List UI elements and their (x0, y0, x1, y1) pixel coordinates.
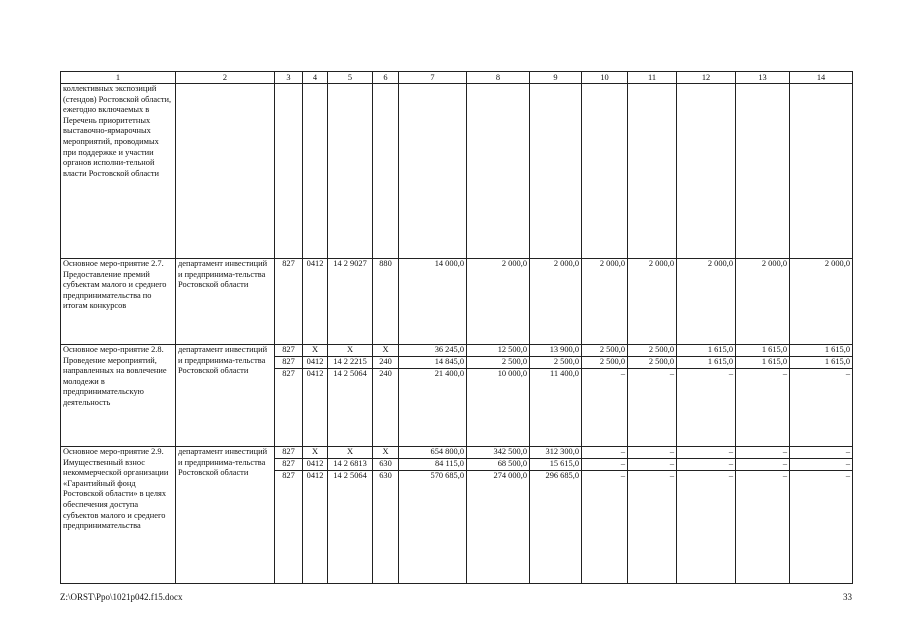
value-cell: 827 (275, 357, 303, 369)
value-cell: 2 000,0 (677, 259, 736, 345)
value-cell: 274 000,0 (467, 471, 530, 584)
table-row (61, 447, 853, 459)
value-cell: Х (328, 447, 373, 459)
value-cell: – (790, 447, 853, 459)
value-cell: 14 2 9027 (328, 259, 373, 345)
value-cell: 2 000,0 (582, 259, 628, 345)
value-cell: 2 000,0 (736, 259, 790, 345)
value-cell: 14 000,0 (399, 259, 467, 345)
value-cell: – (736, 369, 790, 447)
column-header: 7 (399, 72, 467, 84)
activity-name: Основное меро-приятие 2.9. Имущественный взнос некоммерческой организации «Гарантийный фонд Ростовской области» в целях обеспечения доступа субъектов малого и среднего предпринимательства (61, 447, 176, 584)
empty-cell (677, 84, 736, 259)
value-cell: – (582, 447, 628, 459)
table-row (61, 259, 853, 345)
value-cell: – (677, 471, 736, 584)
value-cell: 10 000,0 (467, 369, 530, 447)
value-cell: 14 845,0 (399, 357, 467, 369)
executor-cell: департамент инвестиций и предпринима-тельства Ростовской области (176, 345, 275, 447)
value-cell: Х (373, 345, 399, 357)
value-cell: Х (328, 345, 373, 357)
value-cell: 68 500,0 (467, 459, 530, 471)
value-cell: 1 615,0 (736, 357, 790, 369)
column-header: 10 (582, 72, 628, 84)
activity-name: Основное меро-приятие 2.7. Предоставление премий субъектам малого и среднего предпринимательства по итогам конкурсов (61, 259, 176, 345)
continuation-row (61, 84, 853, 259)
value-cell: 14 2 5064 (328, 369, 373, 447)
value-cell: 0412 (303, 369, 328, 447)
column-header: 14 (790, 72, 853, 84)
continuation-text: коллективных экспозиций (стендов) Ростовской области, ежегодно включаемых в Перечень приоритетных выставочно-ярмарочных мероприятий, проводимых при поддержке и участии органов исполни-тельной власти Ростовской области (61, 84, 176, 259)
empty-cell (176, 84, 275, 259)
empty-cell (736, 84, 790, 259)
value-cell: 654 800,0 (399, 447, 467, 459)
empty-cell (790, 84, 853, 259)
executor-cell: департамент инвестиций и предпринима-тельства Ростовской области (176, 259, 275, 345)
value-cell: 240 (373, 369, 399, 447)
value-cell: – (790, 459, 853, 471)
empty-cell (582, 84, 628, 259)
value-cell: 14 2 6813 (328, 459, 373, 471)
value-cell: 1 615,0 (790, 345, 853, 357)
value-cell: 14 2 5064 (328, 471, 373, 584)
page-number: 33 (843, 592, 852, 602)
header-row (61, 72, 853, 84)
value-cell: – (628, 447, 677, 459)
value-cell: – (677, 369, 736, 447)
value-cell: 2 500,0 (628, 345, 677, 357)
column-header: 1 (61, 72, 176, 84)
value-cell: 2 000,0 (628, 259, 677, 345)
value-cell: Х (373, 447, 399, 459)
column-header: 4 (303, 72, 328, 84)
value-cell: – (677, 459, 736, 471)
value-cell: – (677, 447, 736, 459)
value-cell: 2 500,0 (582, 345, 628, 357)
empty-cell (303, 84, 328, 259)
column-header: 3 (275, 72, 303, 84)
column-header: 2 (176, 72, 275, 84)
value-cell: 570 685,0 (399, 471, 467, 584)
value-cell: 827 (275, 345, 303, 357)
empty-cell (275, 84, 303, 259)
value-cell: 14 2 2215 (328, 357, 373, 369)
value-cell: Х (303, 345, 328, 357)
value-cell: – (582, 369, 628, 447)
value-cell: 312 300,0 (530, 447, 582, 459)
value-cell: 2 000,0 (530, 259, 582, 345)
value-cell: 2 500,0 (530, 357, 582, 369)
activity-name: Основное меро-приятие 2.8. Проведение мероприятий, направленных на вовлечение молодежи в предпринимательскую деятельность (61, 345, 176, 447)
value-cell: 342 500,0 (467, 447, 530, 459)
column-header: 5 (328, 72, 373, 84)
value-cell: – (582, 471, 628, 584)
value-cell: 296 685,0 (530, 471, 582, 584)
empty-cell (328, 84, 373, 259)
footer-file-path: Z:\ORST\Ppo\1021p042.f15.docx (60, 592, 183, 602)
value-cell: 827 (275, 259, 303, 345)
value-cell: 36 245,0 (399, 345, 467, 357)
value-cell: 880 (373, 259, 399, 345)
value-cell: – (628, 459, 677, 471)
empty-cell (373, 84, 399, 259)
value-cell: 1 615,0 (677, 357, 736, 369)
value-cell: 11 400,0 (530, 369, 582, 447)
value-cell: 0412 (303, 259, 328, 345)
value-cell: 21 400,0 (399, 369, 467, 447)
value-cell: – (736, 471, 790, 584)
value-cell: 630 (373, 459, 399, 471)
value-cell: 2 500,0 (582, 357, 628, 369)
column-header: 13 (736, 72, 790, 84)
value-cell: – (736, 447, 790, 459)
value-cell: 1 615,0 (736, 345, 790, 357)
value-cell: – (582, 459, 628, 471)
value-cell: 240 (373, 357, 399, 369)
value-cell: 827 (275, 447, 303, 459)
executor-cell: департамент инвестиций и предпринима-тельства Ростовской области (176, 447, 275, 584)
value-cell: 12 500,0 (467, 345, 530, 357)
value-cell: 0412 (303, 471, 328, 584)
value-cell: 1 615,0 (790, 357, 853, 369)
table-row (61, 345, 853, 357)
value-cell: 2 000,0 (467, 259, 530, 345)
empty-cell (467, 84, 530, 259)
value-cell: – (628, 471, 677, 584)
value-cell: 1 615,0 (677, 345, 736, 357)
value-cell: 15 615,0 (530, 459, 582, 471)
column-header: 11 (628, 72, 677, 84)
value-cell: 0412 (303, 459, 328, 471)
value-cell: 2 500,0 (628, 357, 677, 369)
value-cell: 2 500,0 (467, 357, 530, 369)
budget-table (60, 71, 853, 584)
value-cell: – (628, 369, 677, 447)
value-cell: 84 115,0 (399, 459, 467, 471)
column-header: 6 (373, 72, 399, 84)
value-cell: 827 (275, 471, 303, 584)
value-cell: 0412 (303, 357, 328, 369)
empty-cell (628, 84, 677, 259)
value-cell: – (790, 471, 853, 584)
value-cell: 630 (373, 471, 399, 584)
value-cell: 13 900,0 (530, 345, 582, 357)
column-header: 8 (467, 72, 530, 84)
empty-cell (399, 84, 467, 259)
empty-cell (530, 84, 582, 259)
value-cell: 827 (275, 459, 303, 471)
value-cell: – (736, 459, 790, 471)
column-header: 9 (530, 72, 582, 84)
value-cell: – (790, 369, 853, 447)
value-cell: 2 000,0 (790, 259, 853, 345)
column-header: 12 (677, 72, 736, 84)
value-cell: 827 (275, 369, 303, 447)
value-cell: Х (303, 447, 328, 459)
